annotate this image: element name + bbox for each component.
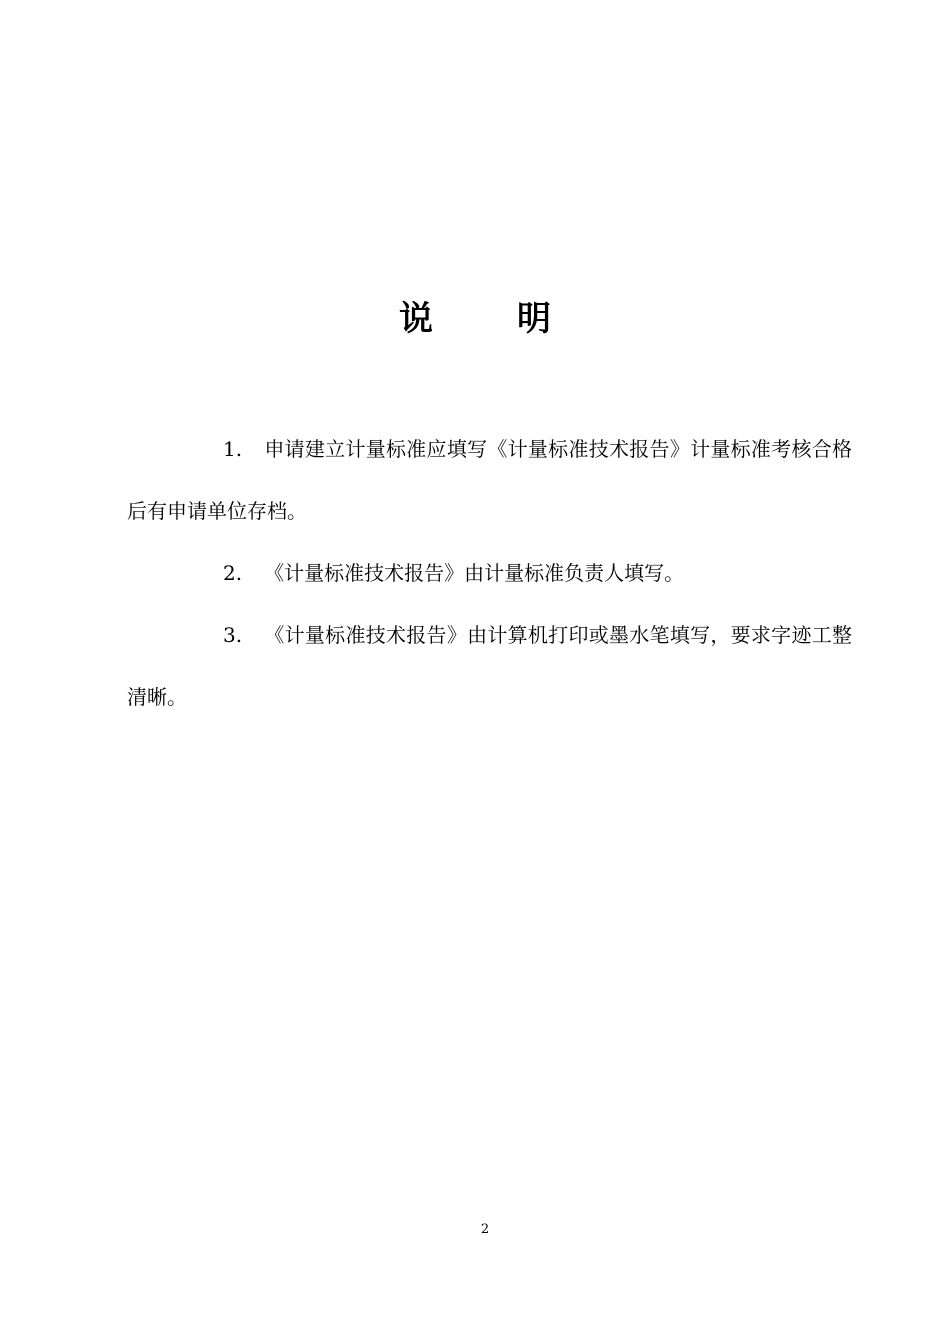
item-text: 申请建立计量标准应填写《计量标准技术报告》计量标准考核合格后有申请单位存档。 <box>127 437 852 523</box>
instructions-list <box>127 418 852 728</box>
item-text: 《计量标准技术报告》由计算机打印或墨水笔填写，要求字迹工整清晰。 <box>127 623 852 709</box>
item-text: 《计量标准技术报告》由计量标准负责人填写。 <box>264 561 685 585</box>
title-char-2: 明 <box>517 299 551 339</box>
instruction-item-3 <box>127 604 852 728</box>
title-char-1: 说 <box>399 299 433 339</box>
item-number: 2. <box>223 561 243 585</box>
page-title <box>0 296 950 342</box>
page-number: 2 <box>480 1222 490 1237</box>
item-number: 3. <box>223 623 243 647</box>
instruction-item-1 <box>127 418 852 542</box>
instruction-item-2 <box>127 542 852 604</box>
item-number: 1. <box>223 437 243 461</box>
